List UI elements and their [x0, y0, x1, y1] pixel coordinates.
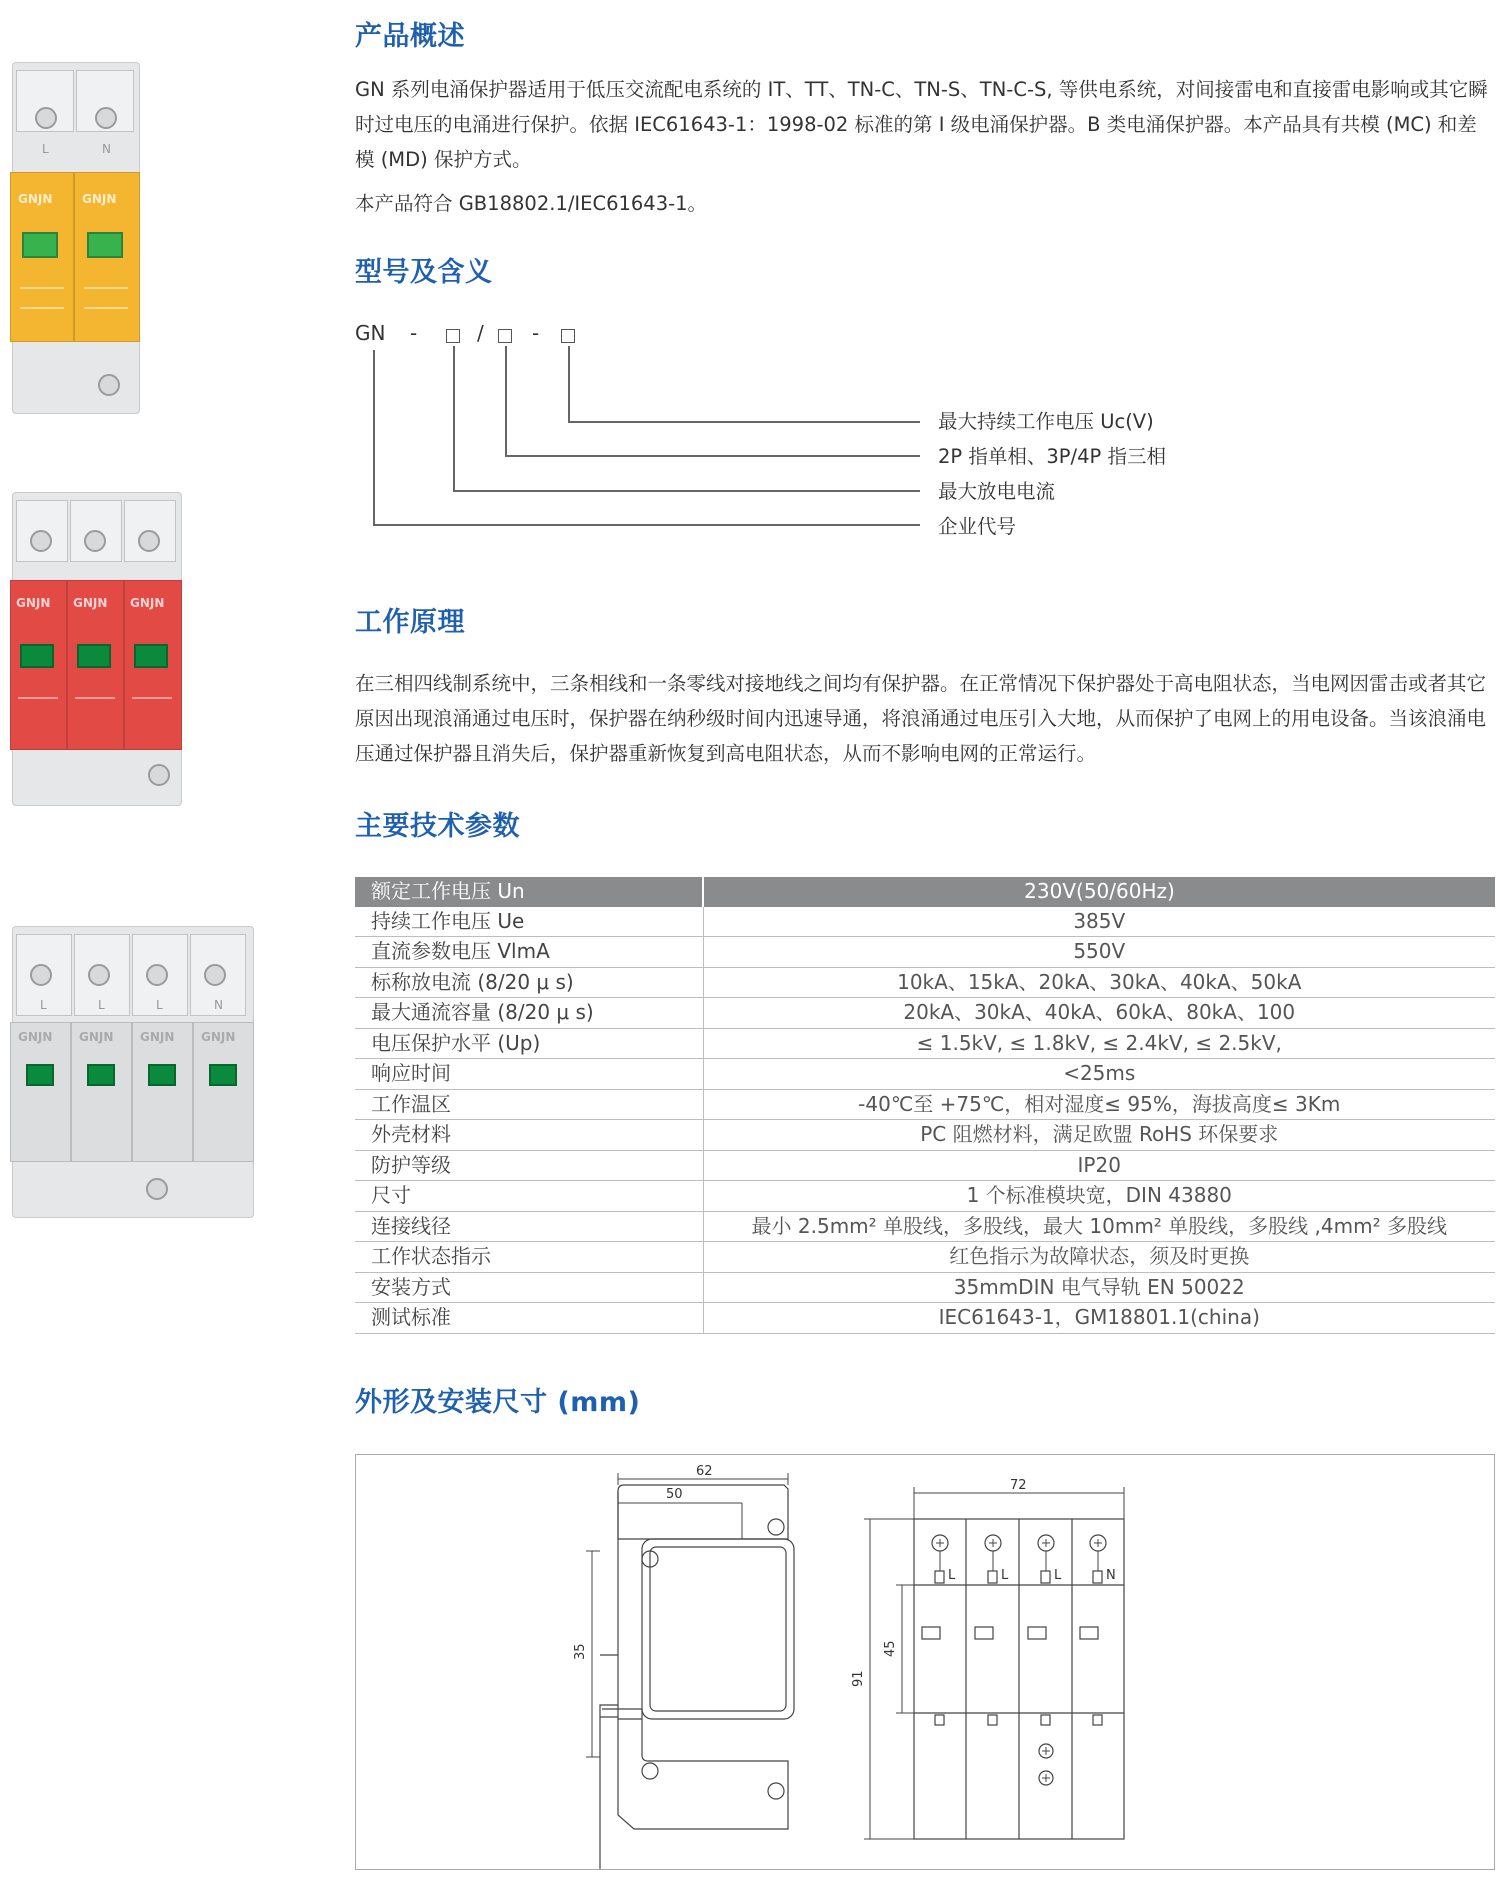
- overview-paragraph: GN 系列电涌保护器适用于低压交流配电系统的 IT、TT、TN-C、TN-S、TN-C-S, 等供电系统，对间接雷电和直接雷电影响或其它瞬时过电压的电涌进行保护。依据 IEC61643-1：1998-02 标准的第 I 级电涌保护器。B 类电涌保护器。本产品具有共模 (MC) 和差模 (MD) 保护方式。: [355, 78, 1488, 171]
- spec-key: 尺寸: [355, 1181, 703, 1212]
- product-image-4p-grey: [10, 926, 254, 1216]
- screw-icon: [138, 530, 160, 552]
- status-window: [77, 644, 111, 668]
- spec-row: [355, 1181, 1495, 1212]
- spec-value: ≤ 1.5kV, ≤ 1.8kV, ≤ 2.4kV, ≤ 2.5kV,: [703, 1028, 1495, 1059]
- spec-value: PC 阻燃材料，满足欧盟 RoHS 环保要求: [703, 1120, 1495, 1151]
- brand-logo: GNJN: [140, 1030, 175, 1044]
- spec-value: IEC61643-1，GM18801.1(china): [703, 1303, 1495, 1334]
- spec-row: [355, 1211, 1495, 1242]
- status-window: [20, 644, 54, 668]
- status-window: [87, 232, 123, 258]
- spec-key: 最大通流容量 (8/20 μ s): [355, 998, 703, 1029]
- section-title-principle: 工作原理: [355, 607, 465, 638]
- section-title-dimensions: 外形及安装尺寸 (mm): [355, 1387, 641, 1418]
- spec-row: [355, 998, 1495, 1029]
- product-image-3p-red: [10, 492, 182, 804]
- spec-row: [355, 1089, 1495, 1120]
- brand-logo: GNJN: [130, 596, 165, 610]
- spec-key: 测试标准: [355, 1303, 703, 1334]
- brand-logo: GNJN: [201, 1030, 236, 1044]
- status-window: [26, 1064, 54, 1086]
- spec-value: 230V(50/60Hz): [703, 877, 1495, 907]
- screw-icon: [204, 964, 226, 986]
- spec-row: [355, 1272, 1495, 1303]
- spec-key: 外壳材料: [355, 1120, 703, 1151]
- spec-value: 10kA、15kA、20kA、30kA、40kA、50kA: [703, 967, 1495, 998]
- model-label-poles: 2P 指单相、3P/4P 指三相: [938, 445, 1166, 468]
- brand-logo: GNJN: [18, 1030, 53, 1044]
- model-dash: -: [410, 321, 418, 345]
- spec-value: <25ms: [703, 1059, 1495, 1090]
- screw-icon: [146, 964, 168, 986]
- section-title-overview: 产品概述: [355, 21, 465, 52]
- spec-row: [355, 1028, 1495, 1059]
- screw-icon: [98, 374, 120, 396]
- spec-value: 最小 2.5mm² 单股线，多股线，最大 10mm² 单股线，多股线 ,4mm² 多股线: [703, 1211, 1495, 1242]
- screw-icon: [84, 530, 106, 552]
- dim-91: 91: [851, 1670, 866, 1687]
- model-label-current: 最大放电电流: [938, 480, 1056, 503]
- spec-row: [355, 907, 1495, 937]
- model-label-company: 企业代号: [938, 515, 1017, 538]
- terminal-label: L: [42, 142, 49, 156]
- spec-key: 直流参数电压 VlmA: [355, 937, 703, 968]
- spec-row: [355, 967, 1495, 998]
- spec-key: 标称放电流 (8/20 μ s): [355, 967, 703, 998]
- screw-icon: [146, 1178, 168, 1200]
- spec-row: [355, 1242, 1495, 1273]
- dimension-drawing: [355, 1454, 1495, 1870]
- brand-logo: GNJN: [73, 596, 108, 610]
- section-title-model: 型号及含义: [355, 257, 493, 288]
- status-window: [209, 1064, 237, 1086]
- screw-icon: [30, 964, 52, 986]
- spec-key: 工作状态指示: [355, 1242, 703, 1273]
- spec-row: [355, 1150, 1495, 1181]
- status-window: [148, 1064, 176, 1086]
- spec-key: 连接线径: [355, 1211, 703, 1242]
- screw-icon: [95, 107, 117, 129]
- terminal-label: L: [98, 998, 105, 1012]
- spec-key: 持续工作电压 Ue: [355, 907, 703, 937]
- dim-72: 72: [1010, 1478, 1027, 1493]
- brand-logo: GNJN: [79, 1030, 114, 1044]
- status-window: [22, 232, 58, 258]
- model-box-voltage: [561, 329, 575, 343]
- spec-key: 响应时间: [355, 1059, 703, 1090]
- spec-value: -40℃至 +75℃，相对湿度≤ 95%，海拔高度≤ 3Km: [703, 1089, 1495, 1120]
- model-slash: /: [477, 321, 484, 345]
- spec-value: 385V: [703, 907, 1495, 937]
- spec-key: 安装方式: [355, 1272, 703, 1303]
- terminal-label: N: [214, 998, 223, 1012]
- drawing-terminal-label: L: [948, 1568, 956, 1583]
- spec-value: 1 个标准模块宽，DIN 43880: [703, 1181, 1495, 1212]
- spec-key: 防护等级: [355, 1150, 703, 1181]
- screw-icon: [148, 764, 170, 786]
- spec-key: 工作温区: [355, 1089, 703, 1120]
- terminal-label: N: [102, 142, 111, 156]
- spec-value: 35mmDIN 电气导轨 EN 50022: [703, 1272, 1495, 1303]
- product-image-2p-yellow: [10, 62, 140, 412]
- spec-row: [355, 937, 1495, 968]
- screw-icon: [35, 107, 57, 129]
- spec-row: [355, 1059, 1495, 1090]
- brand-logo: GNJN: [18, 192, 53, 206]
- spec-value: 红色指示为故障状态，须及时更换: [703, 1242, 1495, 1273]
- status-window: [87, 1064, 115, 1086]
- model-box-poles: [498, 329, 512, 343]
- dimension-drawing-svg: [356, 1455, 1494, 1869]
- model-label-voltage: 最大持续工作电压 Uc(V): [938, 410, 1154, 433]
- section-title-params: 主要技术参数: [355, 811, 520, 842]
- spec-table: [355, 877, 1495, 1334]
- spec-value: IP20: [703, 1150, 1495, 1181]
- dim-45: 45: [883, 1640, 898, 1657]
- spec-row: [355, 1303, 1495, 1334]
- spec-row: [355, 877, 1495, 907]
- spec-key: 电压保护水平 (Up): [355, 1028, 703, 1059]
- spec-row: [355, 1120, 1495, 1151]
- spec-value: 550V: [703, 937, 1495, 968]
- terminal-label: L: [156, 998, 163, 1012]
- spec-value: 20kA、30kA、40kA、60kA、80kA、100: [703, 998, 1495, 1029]
- model-box-current: [446, 329, 460, 343]
- dim-50: 50: [666, 1487, 683, 1502]
- screw-icon: [30, 530, 52, 552]
- screw-icon: [88, 964, 110, 986]
- drawing-terminal-label: N: [1106, 1568, 1116, 1583]
- drawing-terminal-label: L: [1054, 1568, 1062, 1583]
- overview-standard: 本产品符合 GB18802.1/IEC61643-1。: [355, 192, 708, 215]
- brand-logo: GNJN: [16, 596, 51, 610]
- dim-62: 62: [696, 1464, 713, 1479]
- terminal-label: L: [40, 998, 47, 1012]
- drawing-terminal-label: L: [1001, 1568, 1009, 1583]
- brand-logo: GNJN: [82, 192, 117, 206]
- dim-35: 35: [573, 1643, 588, 1660]
- spec-key: 额定工作电压 Un: [355, 877, 703, 907]
- principle-paragraph: 在三相四线制系统中，三条相线和一条零线对接地线之间均有保护器。在正常情况下保护器处于高电阻状态，当电网因雷击或者其它原因出现浪涌通过电压时，保护器在纳秒级时间内迅速导通，将浪涌通过电压引入大地，从而保护了电网上的用电设备。当该浪涌电压通过保护器且消失后，保护器重新恢复到高电阻状态，从而不影响电网的正常运行。: [355, 672, 1487, 765]
- status-window: [134, 644, 168, 668]
- model-prefix: GN: [355, 321, 386, 345]
- model-dash: -: [532, 321, 540, 345]
